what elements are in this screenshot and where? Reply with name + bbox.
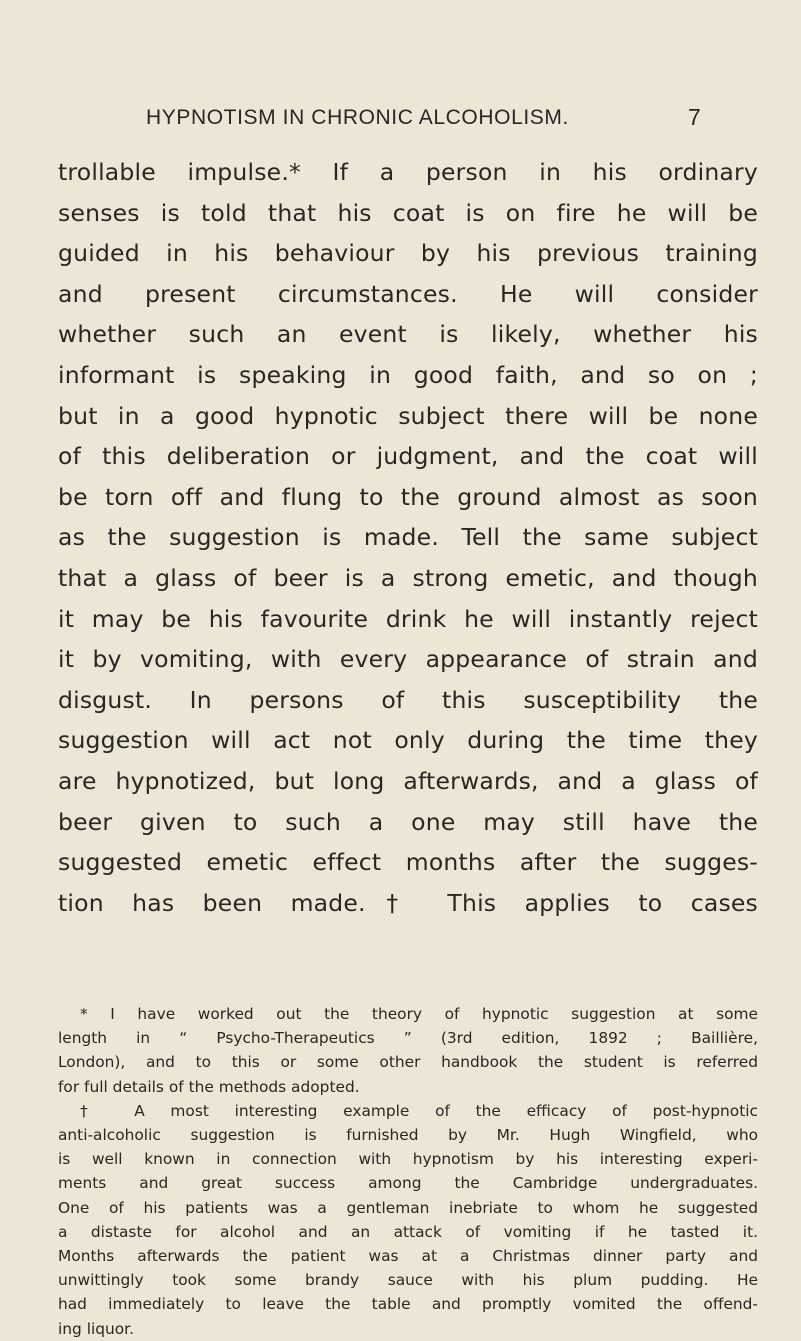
- footnote-line: London), and to this or some other handbook the student is referred: [58, 1053, 758, 1072]
- body-line: be torn off and flung to the ground almost as soon: [58, 482, 758, 511]
- footnote-line: is well known in connection with hypnotism by his interesting experi-: [58, 1150, 758, 1169]
- body-line: of this deliberation or judgment, and the coat will: [58, 442, 758, 471]
- footnotes: [58, 1002, 758, 1341]
- body-line: trollable impulse.* If a person in his ordinary: [58, 158, 758, 186]
- footnote-line: a distaste for alcohol and an attack of vomiting if he tasted it.: [58, 1222, 758, 1241]
- footnote-line: ments and great success among the Cambridge undergraduates.: [58, 1174, 758, 1193]
- footnote-line: length in “ Psycho-Therapeutics ” (3rd edition, 1892 ; Baillière,: [58, 1029, 758, 1048]
- body-line: suggestion will act not only during the time they: [58, 726, 758, 755]
- footnote-line: anti-alcoholic suggestion is furnished by Mr. Hugh Wingfield, who: [58, 1126, 758, 1145]
- body-line: are hypnotized, but long afterwards, and a glass of: [58, 766, 758, 795]
- body-line: as the suggestion is made. Tell the same subject: [58, 523, 758, 552]
- body-line: senses is told that his coat is on fire he will be: [58, 198, 758, 227]
- footnote-2: [58, 1099, 758, 1341]
- body-line: but in a good hypnotic subject there will be none: [58, 401, 758, 430]
- body-line: and present circumstances. He will consider: [58, 279, 758, 308]
- footnote-line: for full details of the methods adopted.: [58, 1077, 360, 1096]
- footnote-line: * I have worked out the theory of hypnotic suggestion at some: [80, 1005, 758, 1023]
- footnote-line: † A most interesting example of the efficacy of post-hypnotic: [80, 1101, 758, 1120]
- footnote-line: unwittingly took some brandy sauce with his plum pudding. He: [58, 1271, 758, 1290]
- body-line: it by vomiting, with every appearance of strain and: [58, 645, 758, 674]
- footnote-line: had immediately to leave the table and promptly vomited the offend-: [58, 1295, 758, 1314]
- body-line: suggested emetic effect months after the sugges-: [58, 848, 758, 877]
- body-text: [58, 152, 758, 923]
- footnote-line: Months afterwards the patient was at a Christmas dinner party and: [58, 1247, 758, 1266]
- body-line: guided in his behaviour by his previous training: [58, 239, 758, 268]
- body-line: it may be his favourite drink he will instantly reject: [58, 604, 758, 633]
- body-line: informant is speaking in good faith, and so on ;: [58, 360, 758, 389]
- running-head: HYPNOTISM IN CHRONIC ALCOHOLISM.: [146, 106, 569, 129]
- body-line: tion has been made.† This applies to cases: [58, 888, 758, 917]
- page-number: 7: [688, 104, 701, 130]
- footnote-line: ing liquor.: [58, 1319, 134, 1338]
- footnote-1: [58, 1002, 758, 1099]
- body-line: that a glass of beer is a strong emetic, and though: [58, 563, 758, 592]
- body-line: disgust. In persons of this susceptibility the: [58, 685, 758, 714]
- body-line: beer given to such a one may still have the: [58, 807, 758, 836]
- body-line: whether such an event is likely, whether his: [58, 320, 758, 349]
- footnote-line: One of his patients was a gentleman inebriate to whom he suggested: [58, 1198, 758, 1217]
